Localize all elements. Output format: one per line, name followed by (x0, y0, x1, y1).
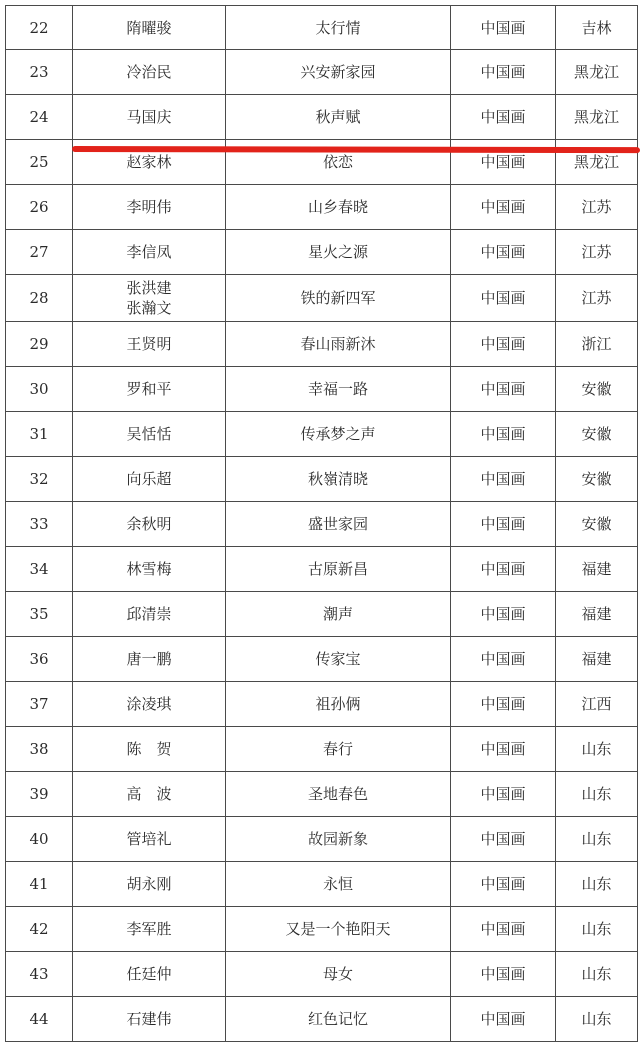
row-number-cell: 42 (6, 907, 73, 952)
category-cell: 中国画 (451, 547, 556, 592)
artist-name: 涂凌琪 (126, 695, 172, 713)
artwork-title-cell: 永恒 (226, 862, 451, 907)
artist-name: 冷治民 (126, 63, 172, 81)
artwork-list-table (5, 5, 638, 1042)
row-number-cell: 27 (6, 230, 73, 275)
artist-name: 任廷仲 (126, 965, 172, 983)
artist-name-cell (73, 95, 226, 140)
artist-name-cell (73, 322, 226, 367)
table-row (6, 95, 638, 140)
category-cell: 中国画 (451, 592, 556, 637)
row-number-cell: 25 (6, 140, 73, 185)
region-cell: 黑龙江 (556, 95, 638, 140)
artist-name-cell (73, 817, 226, 862)
artist-name: 马国庆 (126, 108, 172, 126)
table-row (6, 772, 638, 817)
table-row (6, 907, 638, 952)
region-cell: 浙江 (556, 322, 638, 367)
artist-name: 吴恬恬 (126, 425, 172, 443)
row-number-cell: 31 (6, 412, 73, 457)
artwork-title-cell: 传承梦之声 (226, 412, 451, 457)
category-cell: 中国画 (451, 275, 556, 322)
artist-name-cell (73, 907, 226, 952)
artist-name: 向乐超 (126, 470, 172, 488)
category-cell: 中国画 (451, 367, 556, 412)
table-row (6, 502, 638, 547)
artist-name: 隋曜骏 (126, 18, 172, 37)
artist-name: 王贤明 (126, 335, 172, 353)
artist-name: 李明伟 (126, 198, 172, 216)
artwork-title-cell: 铁的新四军 (226, 275, 451, 322)
region-cell: 福建 (556, 592, 638, 637)
table-row (6, 682, 638, 727)
row-number-cell: 35 (6, 592, 73, 637)
region-cell: 山东 (556, 997, 638, 1042)
row-number-cell: 40 (6, 817, 73, 862)
table-body (6, 6, 638, 1042)
row-number-cell: 37 (6, 682, 73, 727)
row-number-cell: 29 (6, 322, 73, 367)
artist-name: 李军胜 (126, 920, 172, 938)
table-row (6, 322, 638, 367)
category-cell: 中国画 (451, 727, 556, 772)
region-cell: 黑龙江 (556, 140, 638, 185)
table-row (6, 185, 638, 230)
artist-name-cell (73, 682, 226, 727)
artwork-title-cell: 春行 (226, 727, 451, 772)
artist-name-cell (73, 457, 226, 502)
table-row (6, 727, 638, 772)
artwork-title-cell: 红色记忆 (226, 997, 451, 1042)
artist-name: 赵家林 (126, 153, 172, 171)
artist-name-cell (73, 185, 226, 230)
table-row (6, 547, 638, 592)
artist-name-cell (73, 367, 226, 412)
artwork-title-cell: 母女 (226, 952, 451, 997)
category-cell: 中国画 (451, 997, 556, 1042)
artist-name-cell (73, 952, 226, 997)
artist-name: 陈 贺 (126, 740, 172, 758)
artwork-title-cell: 秋嶺清晓 (226, 457, 451, 502)
table-row (6, 817, 638, 862)
red-strike-line (72, 146, 640, 153)
artist-name-cell (73, 727, 226, 772)
artwork-title-cell: 兴安新家园 (226, 50, 451, 95)
category-cell: 中国画 (451, 140, 556, 185)
category-cell: 中国画 (451, 457, 556, 502)
artist-name: 李信凤 (126, 243, 172, 261)
row-number-cell: 32 (6, 457, 73, 502)
artist-name-cell (73, 862, 226, 907)
region-cell: 福建 (556, 637, 638, 682)
artwork-title-cell: 幸福一路 (226, 367, 451, 412)
artist-name-cell (73, 592, 226, 637)
table-row (6, 952, 638, 997)
row-number-cell: 43 (6, 952, 73, 997)
category-cell: 中国画 (451, 772, 556, 817)
artist-name: 林雪梅 (126, 560, 172, 578)
category-cell: 中国画 (451, 412, 556, 457)
row-number-cell: 33 (6, 502, 73, 547)
category-cell: 中国画 (451, 185, 556, 230)
category-cell: 中国画 (451, 50, 556, 95)
artist-name: 胡永刚 (126, 875, 172, 893)
row-number-cell: 44 (6, 997, 73, 1042)
region-cell: 吉林 (556, 6, 638, 50)
artist-name-cell (73, 50, 226, 95)
row-number-cell: 30 (6, 367, 73, 412)
table-row (6, 412, 638, 457)
region-cell: 山东 (556, 907, 638, 952)
artist-name: 张洪建 (126, 279, 172, 297)
artist-name-second: 张瀚文 (126, 299, 172, 317)
row-number-cell: 36 (6, 637, 73, 682)
artist-name-cell (73, 547, 226, 592)
table-row (6, 275, 638, 322)
region-cell: 山东 (556, 727, 638, 772)
category-cell: 中国画 (451, 6, 556, 50)
row-number-cell: 34 (6, 547, 73, 592)
category-cell: 中国画 (451, 682, 556, 727)
artist-name-cell (73, 502, 226, 547)
row-number-cell: 41 (6, 862, 73, 907)
category-cell: 中国画 (451, 637, 556, 682)
artwork-title-cell: 依恋 (226, 140, 451, 185)
region-cell: 江苏 (556, 275, 638, 322)
artwork-title-cell: 故园新象 (226, 817, 451, 862)
artwork-title-cell: 春山雨新沐 (226, 322, 451, 367)
artwork-title-cell: 传家宝 (226, 637, 451, 682)
region-cell: 福建 (556, 547, 638, 592)
artist-name: 唐一鹏 (126, 650, 172, 668)
region-cell: 安徽 (556, 412, 638, 457)
row-number-cell: 22 (6, 6, 73, 50)
artwork-title-cell: 祖孙俩 (226, 682, 451, 727)
artist-name: 高 波 (126, 785, 172, 803)
region-cell: 山东 (556, 952, 638, 997)
table-row (6, 997, 638, 1042)
artist-name-cell (73, 637, 226, 682)
region-cell: 安徽 (556, 502, 638, 547)
artwork-title-cell: 山乡春晓 (226, 185, 451, 230)
artist-name: 余秋明 (126, 515, 172, 533)
category-cell: 中国画 (451, 322, 556, 367)
region-cell: 江苏 (556, 230, 638, 275)
artwork-title-cell: 又是一个艳阳天 (226, 907, 451, 952)
artwork-title-cell: 古原新昌 (226, 547, 451, 592)
artist-name: 罗和平 (126, 380, 172, 398)
region-cell: 山东 (556, 817, 638, 862)
table-row (6, 367, 638, 412)
region-cell: 山东 (556, 772, 638, 817)
artist-name-cell (73, 275, 226, 322)
region-cell: 江西 (556, 682, 638, 727)
category-cell: 中国画 (451, 95, 556, 140)
region-cell: 安徽 (556, 457, 638, 502)
artist-name-cell (73, 6, 226, 50)
artist-name-cell (73, 230, 226, 275)
table-row (6, 230, 638, 275)
table-row (6, 50, 638, 95)
table-row (6, 592, 638, 637)
table-row (6, 862, 638, 907)
region-cell: 山东 (556, 862, 638, 907)
category-cell: 中国画 (451, 817, 556, 862)
artist-name-cell (73, 412, 226, 457)
table-row (6, 457, 638, 502)
artwork-title-cell: 太行情 (226, 6, 451, 50)
artwork-title-cell: 星火之源 (226, 230, 451, 275)
artist-name-cell (73, 772, 226, 817)
artist-name: 邱清崇 (126, 605, 172, 623)
row-number-cell: 28 (6, 275, 73, 322)
row-number-cell: 38 (6, 727, 73, 772)
category-cell: 中国画 (451, 502, 556, 547)
category-cell: 中国画 (451, 230, 556, 275)
category-cell: 中国画 (451, 907, 556, 952)
region-cell: 江苏 (556, 185, 638, 230)
row-number-cell: 26 (6, 185, 73, 230)
category-cell: 中国画 (451, 862, 556, 907)
region-cell: 安徽 (556, 367, 638, 412)
table-row (6, 637, 638, 682)
region-cell: 黑龙江 (556, 50, 638, 95)
artwork-title-cell: 秋声赋 (226, 95, 451, 140)
row-number-cell: 39 (6, 772, 73, 817)
artist-name: 管培礼 (126, 830, 172, 848)
table-row (6, 6, 638, 50)
artist-name-cell (73, 997, 226, 1042)
artwork-title-cell: 圣地春色 (226, 772, 451, 817)
artwork-title-cell: 盛世家园 (226, 502, 451, 547)
row-number-cell: 24 (6, 95, 73, 140)
artist-name: 石建伟 (126, 1010, 172, 1028)
artwork-title-cell: 潮声 (226, 592, 451, 637)
category-cell: 中国画 (451, 952, 556, 997)
row-number-cell: 23 (6, 50, 73, 95)
